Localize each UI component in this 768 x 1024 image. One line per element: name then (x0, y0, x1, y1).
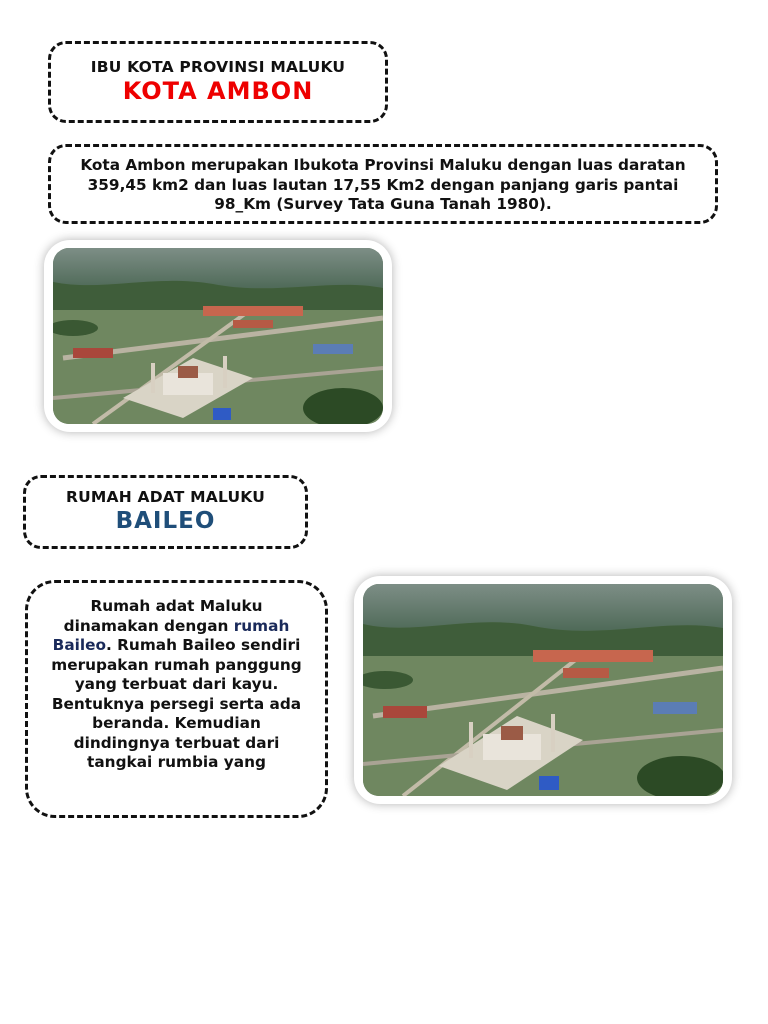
house-photo-frame (354, 576, 732, 804)
capital-photo-frame (44, 240, 392, 432)
house-description-box (25, 580, 328, 818)
house-description (28, 583, 325, 803)
capital-title: KOTA AMBON (122, 77, 314, 105)
house-description-text-before: Rumah adat Maluku dinamakan dengan (63, 597, 263, 635)
capital-description: Kota Ambon merupakan Ibukota Provinsi Maluku dengan luas daratan 359,45 km2 dan luas lautan 17,55 Km2 dengan panjang garis pantai 98_Km (Survey Tata Guna Tanah 1980). (80, 156, 686, 213)
house-title: BAILEO (115, 508, 216, 534)
capital-kicker: IBU KOTA PROVINSI MALUKU (90, 58, 346, 76)
house-title-box (23, 475, 308, 549)
capital-title-box (48, 41, 388, 123)
house-kicker: RUMAH ADAT MALUKU (66, 488, 265, 506)
aerial-city-photo-2 (363, 584, 723, 796)
aerial-city-photo (53, 248, 383, 424)
baileo-link[interactable]: rumah Baileo (52, 616, 290, 654)
capital-description-box (48, 144, 718, 224)
house-description-text-after: . Rumah Baileo sendiri merupakan rumah panggung yang terbuat dari kayu. Bentuknya persegi serta ada beranda. Kemudian dindingnya terbuat dari tangkai rumbia yang (51, 636, 302, 771)
